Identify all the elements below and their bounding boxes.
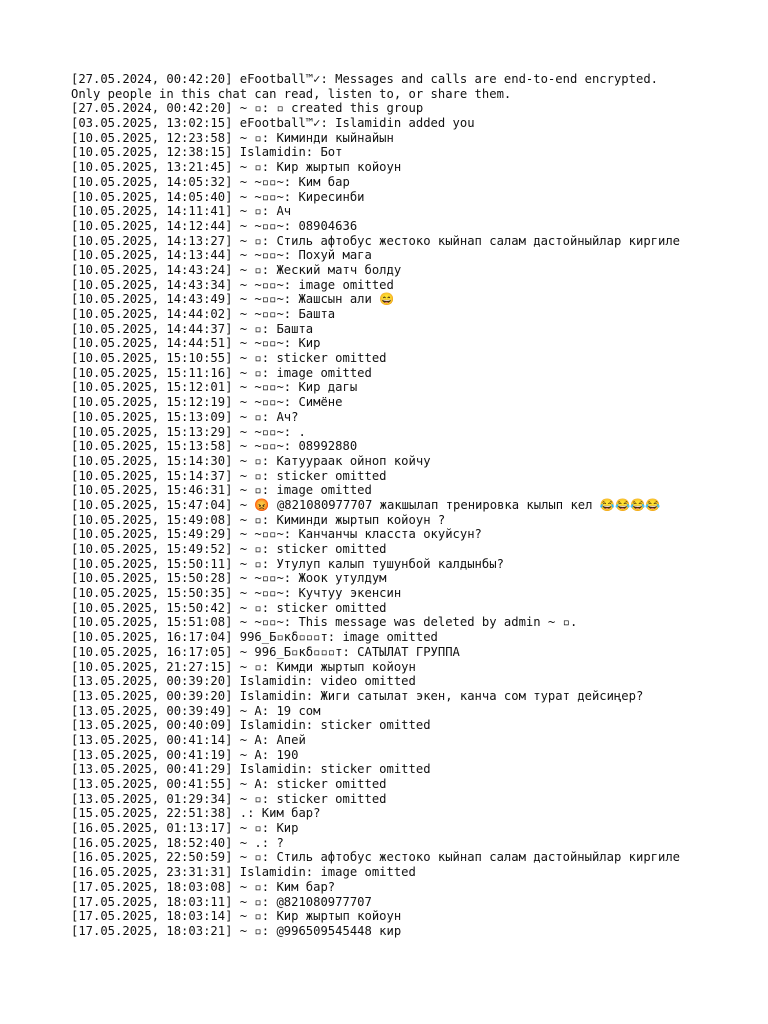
chat-message-line: [10.05.2025, 15:13:58] ~ ~▫▫~: 08992880 (71, 439, 358, 454)
chat-message-line: [27.05.2024, 00:42:20] ~ ▫: ▫ created this group (71, 101, 424, 116)
chat-message-line: [10.05.2025, 14:13:44] ~ ~▫▫~: Похуй мага (71, 248, 372, 263)
chat-message-line: [10.05.2025, 14:11:41] ~ ▫: Ач (71, 204, 292, 219)
chat-message-line: [15.05.2025, 22:51:38] .: Ким бар? (71, 806, 321, 821)
chat-message-line: [10.05.2025, 15:49:29] ~ ~▫▫~: Канчанчы класста окуйсун? (71, 527, 482, 542)
chat-message-line: [10.05.2025, 15:51:08] ~ ~▫▫~: This message was deleted by admin ~ ▫. (71, 615, 578, 630)
chat-log-document (71, 72, 761, 939)
chat-message-line: [13.05.2025, 00:41:19] ~ A: 190 (71, 747, 299, 762)
chat-message-line: [10.05.2025, 15:50:11] ~ ▫: Утулуп калып тушунбой калдынбы? (71, 556, 504, 571)
chat-message-line: [10.05.2025, 15:46:31] ~ ▫: image omitted (71, 483, 372, 498)
chat-message-line: [10.05.2025, 14:05:40] ~ ~▫▫~: Киресинби (71, 189, 365, 204)
chat-message-line: [10.05.2025, 15:12:01] ~ ~▫▫~: Кир дагы (71, 380, 358, 395)
chat-message-line: [10.05.2025, 21:27:15] ~ ▫: Кимди жыртып койоун (71, 659, 416, 674)
chat-message-line: [13.05.2025, 00:40:09] Islamidin: sticker omitted (71, 718, 431, 733)
chat-message-line: [10.05.2025, 14:43:49] ~ ~▫▫~: Жашсын али 😄 (71, 292, 395, 307)
chat-message-line: Only people in this chat can read, listen to, or share them. (71, 86, 512, 101)
chat-message-line: [13.05.2025, 00:41:55] ~ A: sticker omitted (71, 777, 387, 791)
chat-message-line: [10.05.2025, 14:43:24] ~ ▫: Жеский матч болду (71, 262, 402, 277)
chat-message-line: [10.05.2025, 14:13:27] ~ ▫: Стиль афтобус жестоко кыйнап салам дастойныйлар киргиле (71, 233, 681, 248)
chat-message-line: [10.05.2025, 14:05:32] ~ ~▫▫~: Ким бар (71, 174, 350, 189)
chat-message-line: [10.05.2025, 15:13:29] ~ ~▫▫~: . (71, 424, 306, 439)
chat-message-line: [10.05.2025, 15:47:04] ~ 😡 @821080977707 жакшылап тренировка кылып кел 😂😂😂😂 (71, 497, 661, 512)
chat-message-line: [10.05.2025, 15:50:42] ~ ▫: sticker omitted (71, 600, 387, 615)
chat-message-line: [13.05.2025, 00:41:14] ~ A: Апей (71, 732, 306, 747)
chat-message-line: [10.05.2025, 15:13:09] ~ ▫: Ач? (71, 409, 299, 424)
chat-message-line: [10.05.2025, 13:21:45] ~ ▫: Кир жыртып койоун (71, 160, 402, 175)
chat-message-line: [13.05.2025, 01:29:34] ~ ▫: sticker omitted (71, 791, 387, 806)
chat-message-line: [10.05.2025, 15:49:08] ~ ▫: Киминди жыртып койоун ? (71, 512, 446, 527)
chat-message-line: [10.05.2025, 14:12:44] ~ ~▫▫~: 08904636 (71, 218, 358, 233)
chat-message-line: [10.05.2025, 15:11:16] ~ ▫: image omitted (71, 365, 372, 380)
chat-message-line: [17.05.2025, 18:03:14] ~ ▫: Кир жыртып койоун (71, 909, 402, 924)
chat-message-line: [10.05.2025, 16:17:04] 996_Б▫кδ▫▫▫т: image omitted (71, 630, 438, 645)
chat-message-line: [10.05.2025, 12:23:58] ~ ▫: Киминди кыйнайын (71, 130, 394, 145)
chat-message-line: [10.05.2025, 15:14:30] ~ ▫: Катуураак ойноп койчу (71, 453, 431, 468)
chat-message-line: [17.05.2025, 18:03:11] ~ ▫: @821080977707 (71, 894, 372, 909)
chat-message-line: [27.05.2024, 00:42:20] eFootball™✓: Messages and calls are end-to-end encrypted. (71, 72, 658, 86)
chat-message-line: [10.05.2025, 15:10:55] ~ ▫: sticker omitted (71, 351, 387, 366)
chat-message-line: [10.05.2025, 14:43:34] ~ ~▫▫~: image omitted (71, 277, 394, 292)
chat-message-line: [13.05.2025, 00:39:20] Islamidin: video omitted (71, 674, 416, 689)
chat-message-line: [17.05.2025, 18:03:21] ~ ▫: @996509545448 кир (71, 923, 402, 938)
chat-message-line: [10.05.2025, 15:14:37] ~ ▫: sticker omitted (71, 468, 387, 483)
chat-message-line: [10.05.2025, 15:50:35] ~ ~▫▫~: Кучтуу экенсин (71, 586, 402, 601)
chat-message-line: [10.05.2025, 14:44:37] ~ ▫: Башта (71, 321, 314, 336)
chat-message-line: [13.05.2025, 00:39:20] Islamidin: Жиги сатылат экен, канча сом турат дейсиңер? (71, 688, 644, 703)
chat-message-line: [16.05.2025, 18:52:40] ~ .: ? (71, 835, 284, 850)
chat-message-line: [10.05.2025, 14:44:51] ~ ~▫▫~: Кир (71, 336, 321, 351)
chat-message-line: [10.05.2025, 14:44:02] ~ ~▫▫~: Башта (71, 307, 336, 321)
chat-message-line: [10.05.2025, 15:49:52] ~ ▫: sticker omitted (71, 542, 387, 556)
chat-message-line: [16.05.2025, 23:31:31] Islamidin: image omitted (71, 865, 416, 880)
chat-message-line: [16.05.2025, 01:13:17] ~ ▫: Кир (71, 821, 299, 836)
chat-message-line: [10.05.2025, 12:38:15] Islamidin: Бот (71, 145, 343, 160)
chat-message-line: [16.05.2025, 22:50:59] ~ ▫: Стиль афтобус жестоко кыйнап салам дастойныйлар киргиле (71, 850, 681, 865)
chat-message-line: [03.05.2025, 13:02:15] eFootball™✓: Islamidin added you (71, 116, 475, 131)
chat-message-line: [13.05.2025, 00:39:49] ~ A: 19 сом (71, 703, 321, 718)
chat-message-line: [13.05.2025, 00:41:29] Islamidin: sticker omitted (71, 762, 431, 777)
chat-message-line: [10.05.2025, 16:17:05] ~ 996_Б▫кδ▫▫▫т: САТЫЛАТ ГРУППА (71, 644, 460, 659)
chat-message-line: [17.05.2025, 18:03:08] ~ ▫: Ким бар? (71, 879, 336, 894)
chat-message-line: [10.05.2025, 15:50:28] ~ ~▫▫~: Жоок утулдум (71, 571, 387, 586)
chat-message-line: [10.05.2025, 15:12:19] ~ ~▫▫~: Симёне (71, 395, 343, 410)
